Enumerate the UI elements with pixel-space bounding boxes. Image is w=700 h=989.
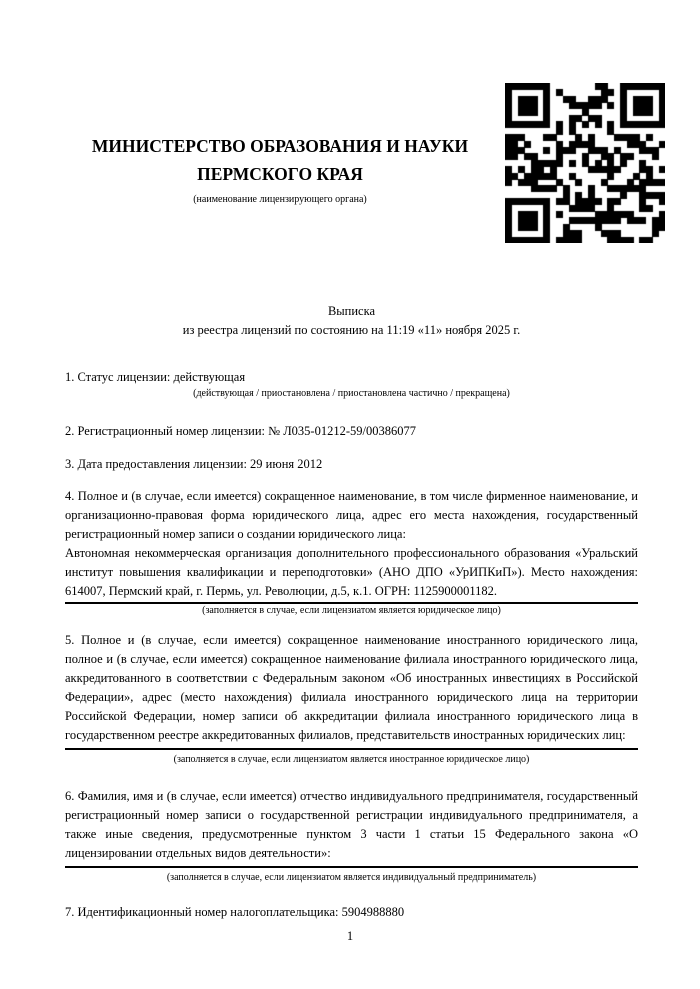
ministry-note: (наименование лицензирующего органа) [193, 194, 367, 205]
ministry-name-line1: МИНИСТЕРСТВО ОБРАЗОВАНИЯ И НАУКИ [91, 136, 469, 156]
registration-number-text: 2. Регистрационный номер лицензии: № Л035-01212-59/00386077 [65, 424, 416, 438]
registration-number-item [65, 422, 638, 441]
foreign-entity-item [65, 631, 638, 767]
ministry-name [65, 132, 495, 188]
individual-entrepreneur-note: (заполняется в случае, если лицензиатом является индивидуальный предприниматель) [166, 872, 537, 883]
licensing-authority-header [65, 0, 495, 206]
document-title [65, 302, 638, 340]
document-title-line1: Выписка [327, 304, 376, 318]
individual-entrepreneur-heading: 6. Фамилия, имя и (в случае, если имеется) отчество индивидуального предпринимателя, государственный регистрационный номер записи о государственной регистрации индивидуального предпринимателя, а также иные сведения, предусмотренные пунктом 3 части 1 статьи 15 Федерального закона «О лицензировании отдельных видов деятельности»: [65, 789, 638, 860]
license-grant-date-item [65, 455, 638, 474]
legal-entity-note: (заполняется в случае, если лицензиатом является юридическое лицо) [202, 605, 501, 616]
license-status-options-note: (действующая / приостановлена / приостановлена частично / прекращена) [193, 388, 510, 399]
foreign-entity-heading: 5. Полное и (в случае, если имеется) сокращенное наименование иностранного юридического лица, полное и (в случае, если имеется) сокращенное наименование филиала иностранного юридического лица, аккредитованного в соответствии с Федеральным законом «Об иностранных инвестициях в Российской Федерации», адрес (место нахождения) филиала иностранного юридического лица на территории Российской Федерации, номер записи об аккредитации филиала иностранного юридического лица в государственном реестре аккредитованных филиалов, представительств иностранных юридических лиц: [65, 633, 638, 742]
legal-entity-value: Автономная некоммерческая организация дополнительного профессионального образования «Уральский институт повышения квалификации и переподготовки» (АНО ДПО «УрИПКиП»). Место нахождения: 614007, Пермский край, г. Пермь, ул. Революции, д.5, к.1. ОГРН: 1125900001182. [65, 544, 638, 604]
document-title-line2: из реестра лицензий по состоянию на 11:19 «11» ноября 2025 г. [182, 323, 521, 337]
foreign-entity-note: (заполняется в случае, если лицензиатом является иностранное юридическое лицо) [173, 754, 530, 765]
legal-entity-heading: 4. Полное и (в случае, если имеется) сокращенное наименование, в том числе фирменное наименование, и организационно-правовая форма юридического лица, адрес его места нахождения, государственный регистрационный номер записи о создании юридического лица: [65, 489, 638, 541]
taxpayer-number-item [65, 903, 638, 922]
license-status-item [65, 368, 638, 401]
foreign-entity-blank-line [65, 745, 638, 750]
ministry-name-line2: ПЕРМСКОГО КРАЯ [197, 164, 363, 184]
page-number: 1 [346, 929, 354, 943]
license-grant-date-text: 3. Дата предоставления лицензии: 29 июня 2012 [65, 457, 323, 471]
legal-entity-item [65, 487, 638, 618]
individual-entrepreneur-blank-line [65, 863, 638, 868]
license-status-text: 1. Статус лицензии: действующая [65, 370, 246, 384]
individual-entrepreneur-item [65, 787, 638, 885]
taxpayer-number-text: 7. Идентификационный номер налогоплательщика: 5904988880 [65, 905, 405, 919]
qr-code [505, 83, 665, 243]
